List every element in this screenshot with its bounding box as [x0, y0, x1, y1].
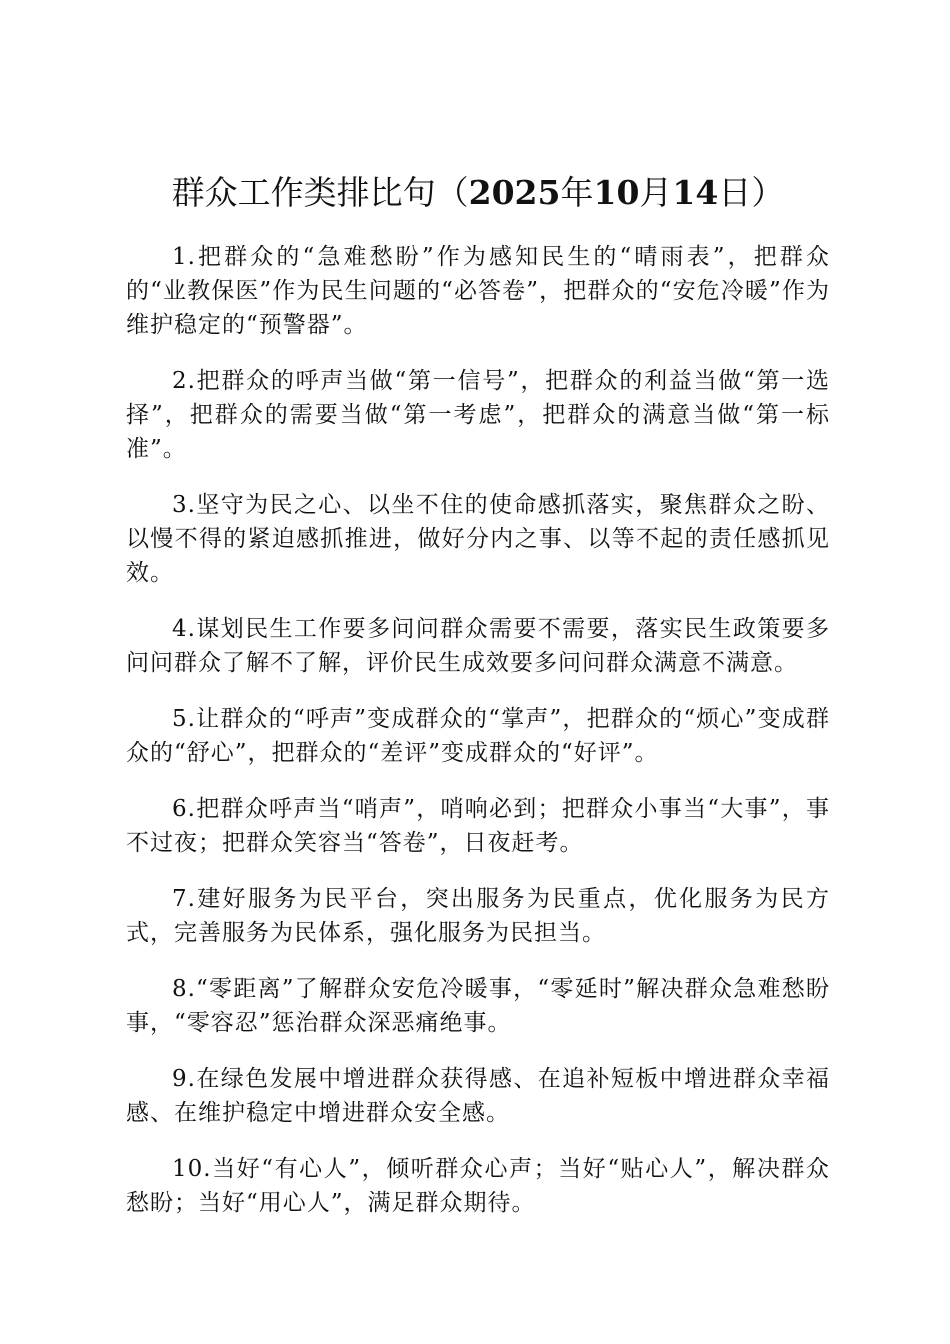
paragraph-2: 2.把群众的呼声当做“第一信号”，把群众的利益当做“第一选择”，把群众的需要当做“第一考虑”，把群众的满意当做“第一标准”。: [126, 368, 830, 462]
document-title: [126, 168, 830, 218]
paragraph-7: 7.建好服务为民平台，突出服务为民重点，优化服务为民方式，完善服务为民体系，强化服务为民担当。: [126, 886, 830, 946]
title-part: 日）: [718, 173, 785, 212]
paragraph-4: 4.谋划民生工作要多问问群众需要不需要，落实民生政策要多问问群众了解不了解，评价民生成效要多问问群众满意不满意。: [126, 616, 830, 676]
title-month: 10: [593, 173, 640, 212]
paragraph-1: 1.把群众的“急难愁盼”作为感知民生的“晴雨表”，把群众的“业教保医”作为民生问题的“必答卷”，把群众的“安危冷暖”作为维护稳定的“预警器”。: [126, 244, 830, 338]
title-day: 14: [672, 173, 719, 212]
paragraph-10: 10.当好“有心人”，倾听群众心声；当好“贴心人”，解决群众愁盼；当好“用心人”，满足群众期待。: [126, 1156, 830, 1216]
title-part: 月: [639, 173, 673, 212]
title-part: 群众工作类排比句（: [171, 173, 469, 212]
title-year: 2025: [468, 173, 561, 212]
paragraph-5: 5.让群众的“呼声”变成群众的“掌声”，把群众的“烦心”变成群众的“舒心”，把群众的“差评”变成群众的“好评”。: [126, 706, 830, 766]
document-body: [126, 240, 830, 1220]
title-part: 年: [560, 173, 594, 212]
paragraph-8: 8.“零距离”了解群众安危冷暖事，“零延时”解决群众急难愁盼事，“零容忍”惩治群众深恶痛绝事。: [126, 976, 830, 1036]
paragraph-6: 6.把群众呼声当“哨声”，哨响必到；把群众小事当“大事”，事不过夜；把群众笑容当“答卷”，日夜赶考。: [126, 796, 830, 856]
paragraph-3: 3.坚守为民之心、以坐不住的使命感抓落实，聚焦群众之盼、以慢不得的紧迫感抓推进，做好分内之事、以等不起的责任感抓见效。: [126, 492, 830, 586]
paragraph-9: 9.在绿色发展中增进群众获得感、在追补短板中增进群众幸福感、在维护稳定中增进群众安全感。: [126, 1066, 830, 1126]
